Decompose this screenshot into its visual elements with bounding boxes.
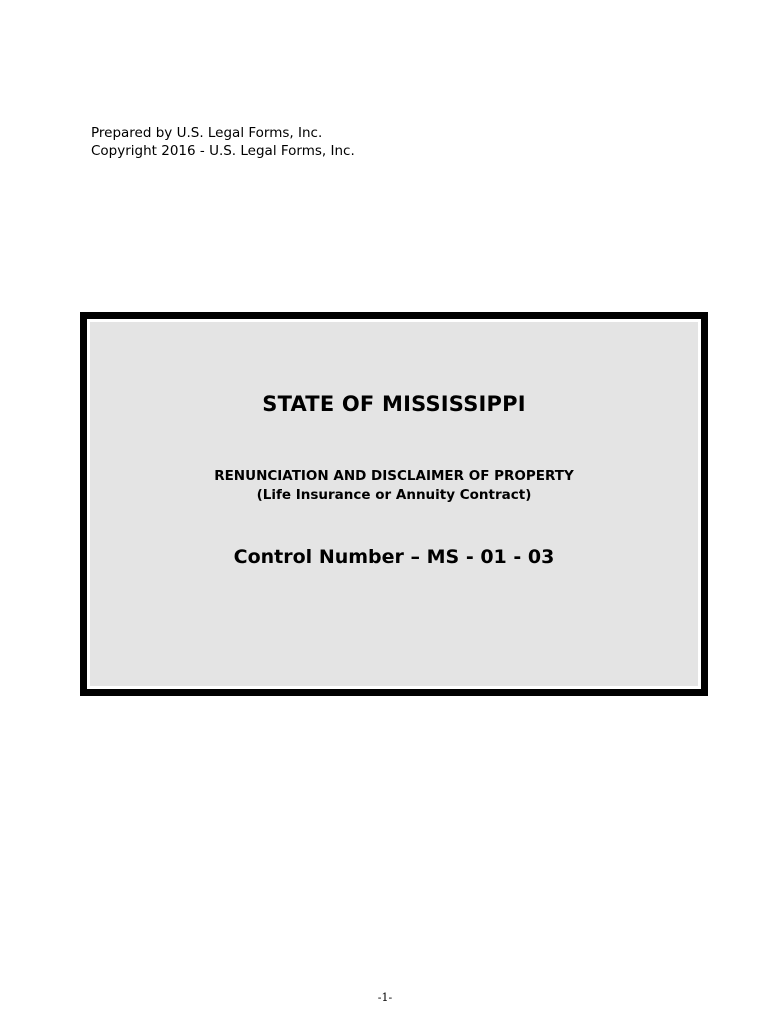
control-number: Control Number – MS - 01 - 03	[233, 546, 555, 568]
state-heading: STATE OF MISSISSIPPI	[262, 392, 526, 416]
document-title-line-2: (Life Insurance or Annuity Contract)	[256, 487, 532, 503]
cover-title-box	[80, 312, 708, 696]
document-title	[90, 467, 698, 505]
copyright-text: Copyright 2016 - U.S. Legal Forms, Inc.	[91, 143, 355, 159]
cover-title-panel	[90, 322, 698, 686]
document-title-line-1: RENUNCIATION AND DISCLAIMER OF PROPERTY	[214, 468, 574, 484]
page-number: -1-	[377, 991, 393, 1004]
prepared-by-block	[91, 124, 355, 160]
prepared-by-text: Prepared by U.S. Legal Forms, Inc.	[91, 125, 323, 141]
